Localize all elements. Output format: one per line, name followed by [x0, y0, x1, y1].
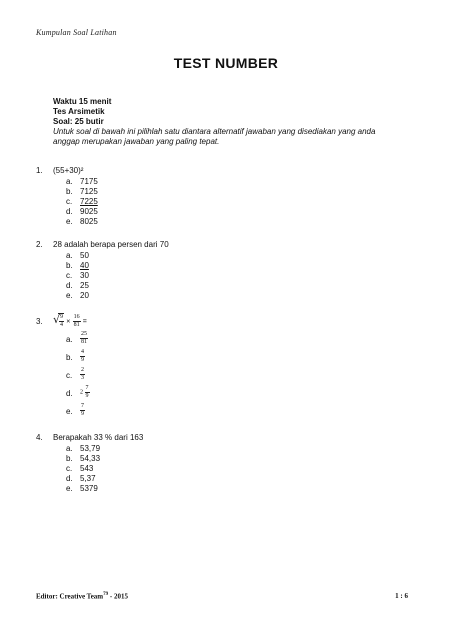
options-list: [66, 251, 89, 301]
option-a[interactable]: [66, 251, 89, 261]
equals-sign: =: [82, 318, 87, 326]
options-list: [66, 177, 98, 227]
option-fraction: [85, 385, 90, 400]
option-text: 8025: [80, 217, 98, 226]
question-stem: (55+30)²: [53, 166, 84, 175]
time-limit: Waktu 15 menit: [53, 97, 112, 106]
option-text: 50: [80, 251, 89, 260]
option-b[interactable]: [66, 454, 100, 464]
option-text: 40: [80, 261, 89, 270]
option-d[interactable]: [66, 207, 98, 217]
option-letter: e.: [66, 217, 73, 226]
denominator: 3: [81, 375, 84, 381]
option-c[interactable]: [66, 197, 98, 207]
option-text: 53,79: [80, 444, 101, 453]
option-c[interactable]: [66, 464, 100, 474]
numerator: 25: [81, 331, 87, 337]
question-number: 1.: [36, 166, 43, 175]
option-text: 9025: [80, 207, 98, 216]
question-stem: [53, 314, 87, 329]
header-script: Kumpulan Soal Latihan: [36, 28, 117, 37]
fraction: [73, 314, 81, 329]
option-letter: d.: [66, 281, 73, 290]
denominator: 81: [73, 322, 80, 328]
question-stem: 28 adalah berapa persen dari 70: [53, 240, 169, 249]
option-a[interactable]: [66, 177, 98, 187]
option-e[interactable]: [66, 291, 89, 301]
option-letter: b.: [66, 261, 73, 270]
operator: ×: [66, 318, 71, 326]
denominator: 9: [81, 357, 84, 363]
option-c[interactable]: [66, 271, 89, 281]
whole-number: 2: [80, 389, 83, 396]
test-name: Tes Arsimetik: [53, 107, 105, 116]
denominator: 81: [81, 339, 87, 345]
option-letter: b.: [66, 454, 73, 463]
option-text: 7175: [80, 177, 98, 186]
option-letter: d.: [66, 389, 73, 398]
option-text: 25: [80, 281, 89, 290]
option-letter: a.: [66, 251, 73, 260]
option-a[interactable]: [66, 444, 100, 454]
option-d[interactable]: [66, 281, 89, 291]
option-letter: c.: [66, 464, 73, 473]
option-fraction: [80, 403, 85, 418]
options-list: [66, 444, 100, 494]
question-number: 4.: [36, 433, 43, 442]
option-letter: b.: [66, 353, 73, 362]
radical-sign: √: [53, 313, 61, 326]
option-letter: d.: [66, 474, 73, 483]
option-letter: c.: [66, 197, 73, 206]
option-fraction: [80, 367, 85, 382]
numerator: 2: [81, 367, 84, 373]
page-number: 1 : 6: [395, 592, 408, 600]
option-letter: d.: [66, 207, 73, 216]
numerator: 9: [60, 314, 63, 320]
numerator: 7: [85, 385, 89, 391]
denominator: 4: [60, 322, 63, 328]
option-letter: a.: [66, 335, 73, 344]
radical-bar: [58, 313, 64, 314]
option-letter: a.: [66, 444, 73, 453]
instructions: Untuk soal di bawah ini pilihlah satu diantara alternatif jawaban yang disediakan yang anda anggap merupakan jawaban yang paling tepat.: [53, 127, 376, 146]
option-text: 7125: [80, 187, 98, 196]
option-letter: c.: [66, 271, 73, 280]
denominator: 9: [85, 393, 89, 399]
option-letter: a.: [66, 177, 73, 186]
option-fraction: [80, 349, 85, 364]
denominator: 9: [81, 411, 84, 417]
option-e[interactable]: [66, 484, 100, 494]
option-letter: c.: [66, 371, 73, 380]
square-root: [53, 314, 64, 329]
option-d[interactable]: [66, 474, 100, 484]
question-stem: Berapakah 33 % dari 163: [53, 433, 144, 442]
numerator: 7: [81, 403, 84, 409]
option-b[interactable]: [66, 187, 98, 197]
option-text: 30: [80, 271, 89, 280]
question-number: 3.: [36, 317, 43, 326]
test-info: [53, 97, 398, 147]
option-text: 54,33: [80, 454, 101, 463]
editor-superscript: 79: [103, 592, 109, 597]
option-e[interactable]: [66, 217, 98, 227]
option-text: 543: [80, 464, 94, 473]
question-count: Soal: 25 butir: [53, 117, 104, 126]
question-number: 2.: [36, 240, 43, 249]
option-text: 5379: [80, 484, 98, 493]
option-text: 5,37: [80, 474, 96, 483]
option-letter: e.: [66, 484, 73, 493]
option-text: 20: [80, 291, 89, 300]
numerator: 4: [81, 349, 84, 355]
option-b[interactable]: [66, 261, 89, 271]
option-letter: e.: [66, 291, 73, 300]
editor-label: Editor: Creative Team: [36, 592, 104, 601]
footer-editor: [36, 592, 128, 600]
page-title: TEST NUMBER: [173, 55, 279, 71]
footer-year: - 2015: [108, 592, 128, 601]
option-letter: b.: [66, 187, 73, 196]
option-letter: e.: [66, 407, 73, 416]
option-fraction: [80, 331, 88, 346]
numerator: 16: [73, 314, 80, 320]
option-text: 7225: [80, 197, 98, 206]
